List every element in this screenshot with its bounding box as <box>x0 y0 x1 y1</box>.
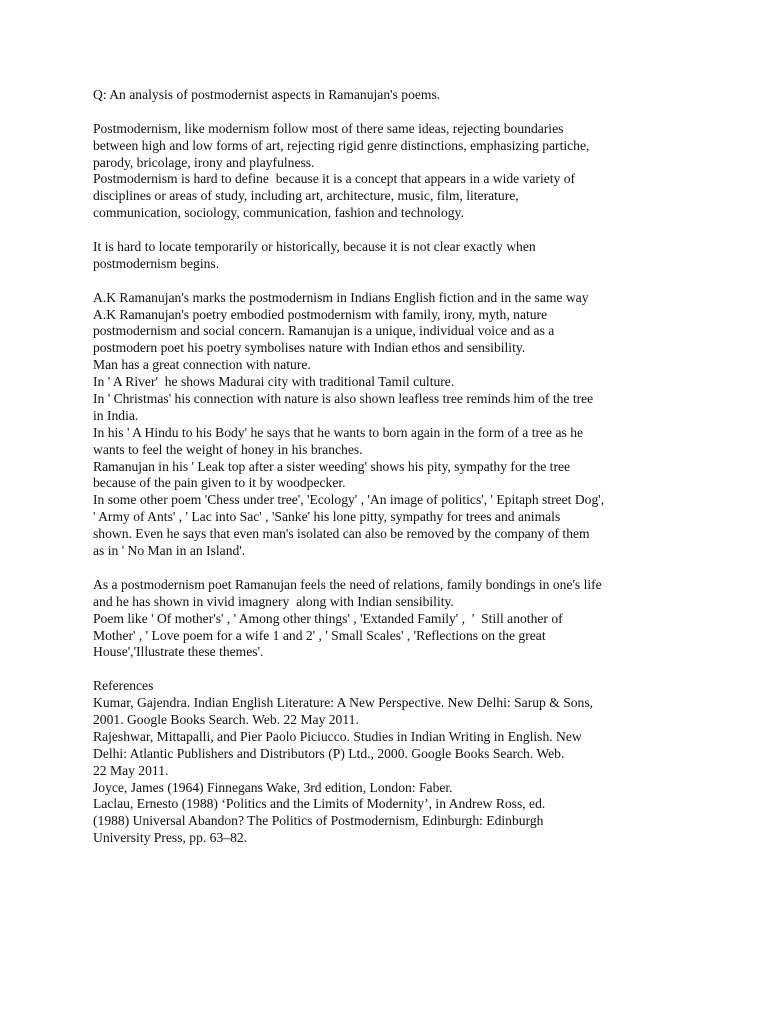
text-line: University Press, pp. 63–82. <box>93 830 248 846</box>
text-line: Man has a great connection with nature. <box>93 357 311 373</box>
text-line: parody, bricolage, irony and playfulness. <box>93 154 315 170</box>
text-line: between high and low forms of art, rejecting rigid genre distinctions, emphasizing partiche, <box>93 137 590 153</box>
text-line: References <box>93 678 154 694</box>
text-line: It is hard to locate temporarily or historically, because it is not clear exactly when <box>93 239 536 255</box>
historical-location-paragraph <box>93 239 733 273</box>
postmodernism-definition-paragraph <box>93 121 733 222</box>
text-line: Laclau, Ernesto (1988) ‘Politics and the Limits of Modernity’, in Andrew Ross, ed. <box>93 796 546 812</box>
text-line: As a postmodernism poet Ramanujan feels the need of relations, family bondings in one's life <box>93 576 602 592</box>
text-line: A.K Ramanujan's marks the postmodernism in Indians English fiction and in the same way <box>93 289 589 305</box>
text-line: in India. <box>93 407 139 423</box>
ramanujan-analysis-paragraph <box>93 290 733 560</box>
paragraph-spacer <box>93 273 733 290</box>
text-line: Delhi: Atlantic Publishers and Distributors (P) Ltd., 2000. Google Books Search. Web. <box>93 745 565 761</box>
text-line: wants to feel the weight of honey in his branches. <box>93 441 363 457</box>
question-line <box>93 87 733 104</box>
text-line: postmodern poet his poetry symbolises nature with Indian ethos and sensibility. <box>93 340 526 356</box>
text-line: as in ' No Man in an Island'. <box>93 543 246 559</box>
document-page <box>93 87 733 847</box>
text-line: postmodernism and social concern. Ramanujan is a unique, individual voice and as a <box>93 323 555 339</box>
text-line: 2001. Google Books Search. Web. 22 May 2011. <box>93 711 359 727</box>
text-line: Poem like ' Of mother's' , ' Among other things' , 'Extanded Family' , ' Still another of <box>93 610 563 626</box>
text-line: disciplines or areas of study, including art, architecture, music, film, literature, <box>93 188 519 204</box>
text-line: Kumar, Gajendra. Indian English Literature: A New Perspective. New Delhi: Sarup & Sons, <box>93 695 594 711</box>
text-line: because of the pain given to it by woodpecker. <box>93 475 346 491</box>
text-line: In ' Christmas' his connection with nature is also shown leafless tree reminds him of the tree <box>93 391 594 407</box>
text-line: (1988) Universal Abandon? The Politics of Postmodernism, Edinburgh: Edinburgh <box>93 813 544 829</box>
text-line: Postmodernism is hard to define because it is a concept that appears in a wide variety of <box>93 171 576 187</box>
references-section <box>93 678 733 847</box>
text-line: A.K Ramanujan's poetry embodied postmodernism with family, irony, myth, nature <box>93 306 548 322</box>
text-line: House','Illustrate these themes'. <box>93 644 264 660</box>
relations-paragraph <box>93 577 733 661</box>
text-line: In ' A River' he shows Madurai city with traditional Tamil culture. <box>93 374 455 390</box>
text-line: Joyce, James (1964) Finnegans Wake, 3rd edition, London: Faber. <box>93 779 453 795</box>
text-line: ' Army of Ants' , ' Lac into Sac' , 'Sanke' his lone pitty, sympathy for trees and animals <box>93 509 561 525</box>
text-line: and he has shown in vivid imagnery along with Indian sensibility. <box>93 593 454 609</box>
text-line: 22 May 2011. <box>93 762 169 778</box>
text-line: Rajeshwar, Mittapalli, and Pier Paolo Piciucco. Studies in Indian Writing in English. New <box>93 728 582 744</box>
text-line: postmodernism begins. <box>93 255 220 271</box>
paragraph-spacer <box>93 560 733 577</box>
text-line: Postmodernism, like modernism follow most of there same ideas, rejecting boundaries <box>93 120 564 136</box>
paragraph-spacer <box>93 104 733 121</box>
text-line: In some other poem 'Chess under tree', 'Ecology' , 'An image of politics', ' Epitaph street Dog', <box>93 492 605 508</box>
text-line: In his ' A Hindu to his Body' he says that he wants to born again in the form of a tree as he <box>93 424 584 440</box>
text-line: shown. Even he says that even man's isolated can also be removed by the company of them <box>93 526 590 542</box>
text-line: Ramanujan in his ' Leak top after a sister weeding' shows his pity, sympathy for the tree <box>93 458 571 474</box>
text-line: Q: An analysis of postmodernist aspects in Ramanujan's poems. <box>93 87 441 102</box>
text-line: Mother' , ' Love poem for a wife 1 and 2' , ' Small Scales' , 'Reflections on the great <box>93 627 546 643</box>
text-line: communication, sociology, communication, fashion and technology. <box>93 205 464 221</box>
paragraph-spacer <box>93 222 733 239</box>
paragraph-spacer <box>93 661 733 678</box>
